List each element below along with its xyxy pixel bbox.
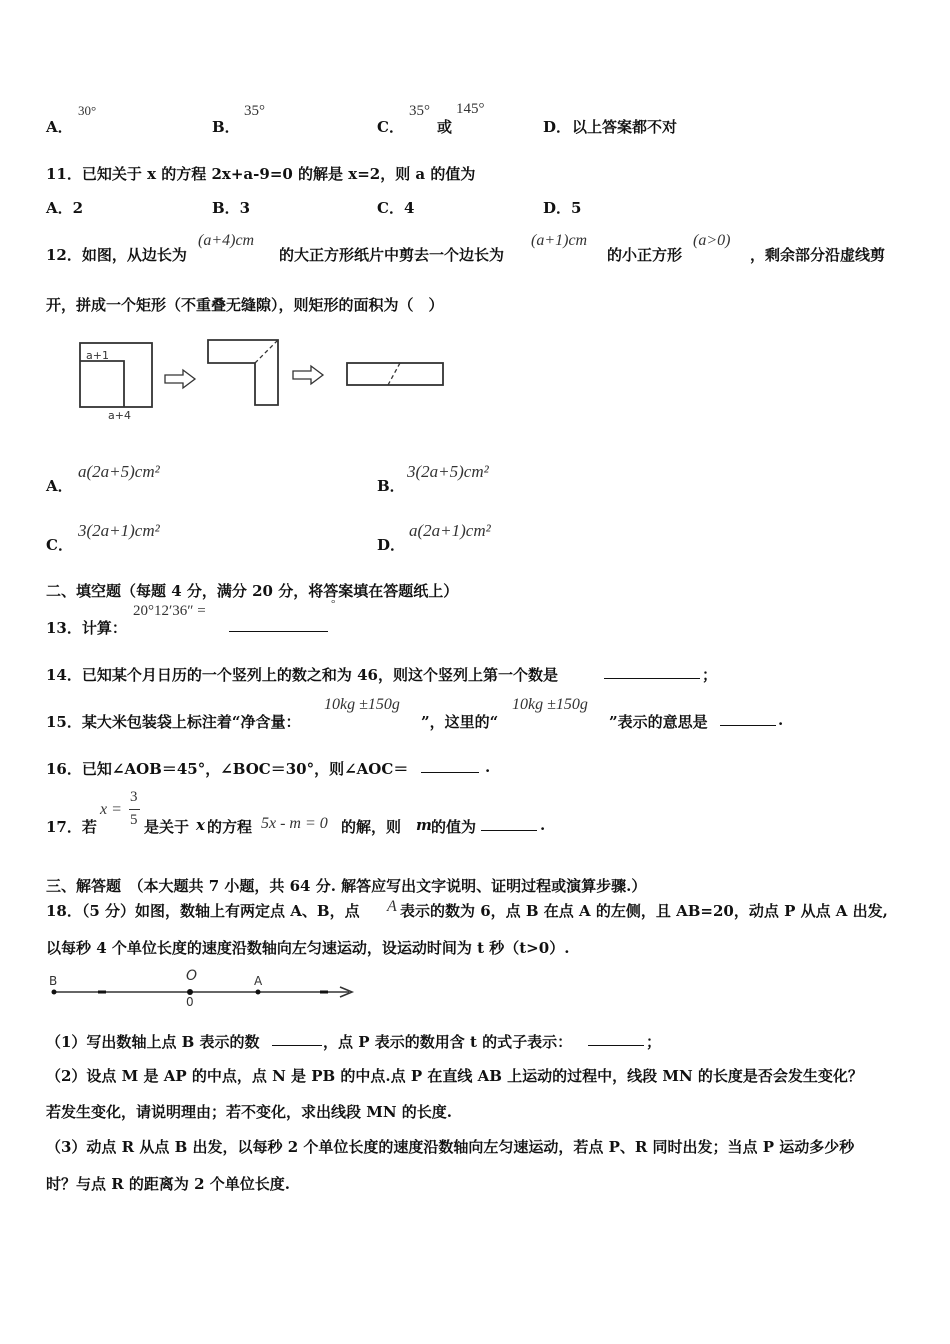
q17-var-m: m: [416, 816, 432, 834]
q10-option-a-label: A．: [46, 118, 73, 136]
q18-point-b: [52, 990, 57, 995]
q18-sub1-part1: （1）写出数轴上点 B 表示的数: [46, 1033, 260, 1051]
q18-sub1-blank-1[interactable]: [272, 1031, 322, 1046]
q17-stem-part2: 是关于: [144, 818, 190, 836]
q17-answer-blank[interactable]: [481, 816, 537, 831]
q18-sub2-line2: 若发生变化，请说明理由；若不变化，求出线段 MN 的长度.: [46, 1103, 452, 1121]
section3-title: 三、解答题 （本大题共 7 小题，共 64 分. 解答应写出文字说明、证明过程或演算步骤.）: [46, 877, 647, 895]
q12-math-small-side: (a+1)cm: [531, 232, 588, 249]
q10-option-c-or: 或: [437, 118, 453, 136]
q12-math-condition: (a>0): [693, 232, 731, 249]
q15-math-1: 10kg ±150g: [324, 696, 400, 713]
q17-stem-part4: 的解，则: [341, 818, 402, 836]
q18-sub1-end: ；: [646, 1033, 662, 1051]
q18-axis-label-zero: 0: [186, 995, 194, 1009]
q18-sub2-line1: （2）设点 M 是 AP 的中点，点 N 是 PB 的中点.点 P 在直线 AB 上运动的过程中，线段 MN 的长度是否会发生变化？: [46, 1067, 863, 1085]
q13-answer-blank[interactable]: [229, 617, 328, 632]
q15-math-2: 10kg ±150g: [512, 696, 588, 713]
q10-option-c-label: C．: [377, 118, 404, 136]
q12-small-square: [80, 361, 124, 407]
q16-answer-blank[interactable]: [421, 758, 479, 773]
q10-option-b-label: B．: [212, 118, 240, 136]
q12-option-a: a(2a+5)cm²: [78, 462, 160, 481]
q12-arrow-1: [165, 370, 195, 388]
q14-stem: 14．已知某个月日历的一个竖列上的数之和为 46，则这个竖列上第一个数是: [46, 666, 558, 684]
q13-unit: °: [331, 598, 336, 610]
q12-stem-part2: 的大正方形纸片中剪去一个边长为: [279, 246, 505, 264]
q17-stem-part3: 的方程: [207, 818, 253, 836]
q12-option-d: a(2a+1)cm²: [409, 521, 491, 540]
q12-arrow-2: [293, 366, 323, 384]
q12-figure-label-big: a+4: [108, 409, 131, 422]
q11-option-c: C．4: [377, 199, 415, 217]
q10-option-d-label: D．: [543, 118, 572, 136]
q12-stem-part1: 12．如图，从边长为: [46, 246, 187, 264]
q15-stem-part3: ”表示的意思是: [609, 713, 708, 731]
q11-option-a: A．2: [46, 199, 84, 217]
q17-stem-part1: 17．若: [46, 818, 97, 836]
q14-end: ；: [702, 666, 718, 684]
q10-option-b-value: 35°: [244, 103, 265, 119]
q13-label: 13．计算：: [46, 619, 127, 637]
q18-stem-line2: 以每秒 4 个单位长度的速度沿数轴向左匀速运动，设运动时间为 t 秒（t>0）.: [46, 939, 570, 957]
q11-stem: 11．已知关于 x 的方程 2x+a-9=0 的解是 x=2，则 a 的值为: [46, 165, 476, 183]
q12-option-d-label: D．: [377, 536, 406, 554]
q11-option-b: B．3: [212, 199, 251, 217]
q11-option-d: D．5: [543, 199, 582, 217]
q17-end: .: [540, 816, 546, 834]
q10-option-a-value: 30°: [78, 103, 97, 118]
q10-option-c-value1: 35°: [409, 103, 430, 119]
q10-option-c-value2: 145°: [456, 101, 485, 117]
q12-rectangle: [347, 363, 443, 385]
q12-math-big-side: (a+4)cm: [198, 232, 255, 249]
q12-option-c-label: C．: [46, 536, 73, 554]
q18-number-line: [44, 968, 364, 1012]
q17-fraction-numerator: 3: [130, 789, 138, 805]
q15-stem-part2: ”，这里的“: [421, 713, 499, 731]
q14-answer-blank[interactable]: [604, 664, 700, 679]
q16-stem: 16．已知∠AOB＝45°，∠BOC＝30°，则∠AOC＝: [46, 760, 409, 778]
section2-title: 二、填空题（每题 4 分，满分 20 分，将答案填在答题纸上）: [46, 582, 459, 600]
q17-x-equals: x =: [100, 801, 122, 818]
q16-end: .: [485, 758, 491, 776]
q18-point-a: [256, 990, 261, 995]
q18-sub1-blank-2[interactable]: [588, 1031, 644, 1046]
q17-stem-part5: 的值为: [431, 818, 477, 836]
q18-stem-line1a: 18．（5 分）如图，数轴上有两定点 A、B，点: [46, 902, 360, 920]
q15-answer-blank[interactable]: [720, 711, 776, 726]
q18-axis-label-a: A: [254, 974, 263, 988]
q12-stem-part3: 的小正方形: [607, 246, 683, 264]
q18-axis-label-b: B: [49, 974, 58, 988]
q18-sub3-line2: 时？与点 R 的距离为 2 个单位长度.: [46, 1175, 291, 1193]
q12-option-b-label: B．: [377, 477, 405, 495]
q18-point-a-italic: A: [387, 898, 397, 915]
q12-option-a-label: A．: [46, 477, 73, 495]
q12-figure-label-small: a+1: [86, 349, 109, 362]
q12-option-b: 3(2a+5)cm²: [407, 462, 489, 481]
q10-option-d-text: 以上答案都不对: [572, 118, 678, 136]
q18-sub3-line1: （3）动点 R 从点 B 出发，以每秒 2 个单位长度的速度沿数轴向左匀速运动，若点 P、R 同时出发；当点 P 运动多少秒: [46, 1138, 855, 1156]
q12-l-shape: [208, 340, 278, 405]
q15-end: .: [778, 711, 784, 729]
q17-var-x: x: [196, 816, 205, 834]
q18-axis-label-o: O: [186, 968, 198, 984]
q12-stem-line2: 开，拼成一个矩形（不重叠无缝隙），则矩形的面积为（ ）: [46, 296, 444, 314]
q15-stem-part1: 15．某大米包装袋上标注着“净含量：: [46, 713, 301, 731]
q17-fraction-denominator: 5: [130, 812, 138, 828]
q18-sub1-part2: ，点 P 表示的数用含 t 的式子表示：: [323, 1033, 573, 1051]
q17-equation: 5x - m = 0: [261, 815, 328, 832]
q17-fraction-bar: [129, 809, 140, 810]
q12-option-c: 3(2a+1)cm²: [78, 521, 160, 540]
q13-expression: 20°12′36″ =: [133, 603, 206, 619]
q18-stem-line1b: 表示的数为 6，点 B 在点 A 的左侧，且 AB=20，动点 P 从点 A 出发,: [400, 902, 888, 920]
q12-stem-part4: ，剩余部分沿虚线剪: [750, 246, 886, 264]
